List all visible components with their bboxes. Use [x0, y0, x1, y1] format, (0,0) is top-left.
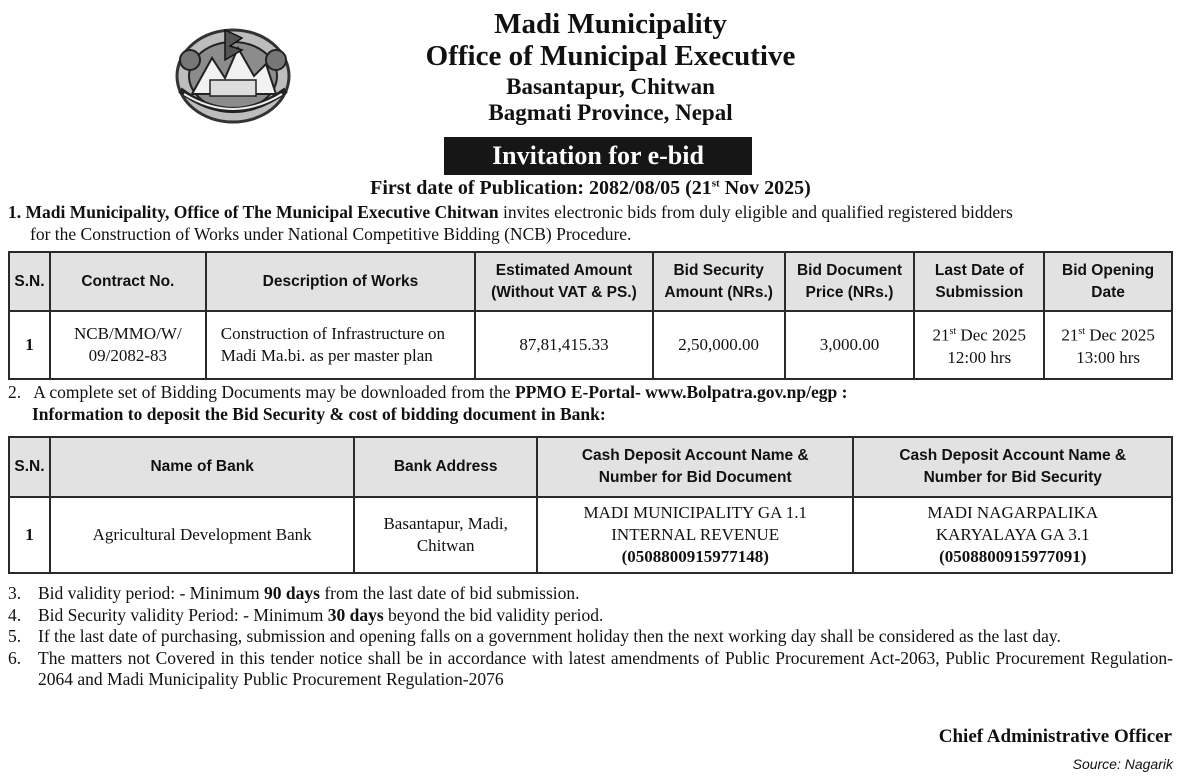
cell-doc-account: MADI MUNICIPALITY GA 1.1 INTERNAL REVENUE (0508800915977148) — [537, 497, 853, 573]
table-row — [9, 311, 1172, 379]
contract-table — [8, 251, 1173, 380]
col-bid-security: Bid Security Amount (NRs.) — [653, 252, 785, 311]
col-bid-opening-date: Bid Opening Date — [1044, 252, 1172, 311]
bidding-documents-paragraph: 2. A complete set of Bidding Documents may be downloaded from the PPMO E-Portal- www.Bolpatra.gov.np/egp : Information to deposit the Bid Security & cost of bidding document in Bank: — [8, 382, 848, 424]
cell-bank-address: Basantapur, Madi, Chitwan — [354, 497, 537, 573]
cell-contract-no: NCB/MMO/W/ 09/2082-83 — [50, 311, 206, 379]
cell-sn: 1 — [9, 497, 50, 573]
municipality-name: Madi Municipality — [494, 8, 727, 40]
cell-sn: 1 — [9, 311, 50, 379]
office-name: Office of Municipal Executive — [425, 40, 796, 72]
source-credit: Source: Nagarik — [1072, 756, 1173, 772]
cell-submission-date: 21st Dec 2025 12:00 hrs — [914, 311, 1044, 379]
col-estimated-amount: Estimated Amount (Without VAT & PS.) — [475, 252, 653, 311]
intro-paragraph: 1. Madi Municipality, Office of The Municipal Executive Chitwan invites electronic bids from duly eligible and qualified registered bidders for the Construction of Works under National Competitive Bidding (NCB) Procedure. — [8, 202, 1013, 244]
list-item: 4. Bid Security validity Period: - Minimum 30 days beyond the bid validity period. — [8, 604, 604, 625]
signatory-title: Chief Administrative Officer — [938, 726, 1172, 747]
col-bank-name: Name of Bank — [50, 437, 354, 497]
cell-estimated-amount: 87,81,415.33 — [475, 311, 653, 379]
col-sn: S.N. — [9, 437, 50, 497]
cell-bank-name: Agricultural Development Bank — [50, 497, 354, 573]
table-header-row — [9, 437, 1172, 497]
cell-description: Construction of Infrastructure on Madi Ma.bi. as per master plan — [206, 311, 475, 379]
col-bank-address: Bank Address — [354, 437, 537, 497]
bank-table — [8, 436, 1173, 574]
table-header-row — [9, 252, 1172, 311]
col-description: Description of Works — [206, 252, 475, 311]
col-doc-account: Cash Deposit Account Name & Number for Bid Document — [537, 437, 853, 497]
cell-opening-date: 21st Dec 2025 13:00 hrs — [1044, 311, 1172, 379]
list-item: 5. If the last date of purchasing, submission and opening falls on a government holiday then the next working day shall be considered as the last day. — [8, 626, 1061, 646]
cell-security-account: MADI NAGARPALIKA KARYALAYA GA 3.1 (0508800915977091) — [853, 497, 1172, 573]
col-contract-no: Contract No. — [50, 252, 206, 311]
notes-list — [8, 583, 1173, 691]
publication-date: First date of Publication: 2082/08/05 (21st Nov 2025) — [370, 177, 811, 199]
col-last-date-submission: Last Date of Submission — [914, 252, 1044, 311]
cell-bid-document-price: 3,000.00 — [785, 311, 915, 379]
col-security-account: Cash Deposit Account Name & Number for Bid Security — [853, 437, 1172, 497]
col-bid-document-price: Bid Document Price (NRs.) — [785, 252, 915, 311]
list-item: 6. The matters not Covered in this tender notice shall be in accordance with latest amendments of Public Procurement Act-2063, Public Procurement Regulation-2064 and Madi Municipality Public Procurement Regulation-2076 — [8, 647, 1173, 689]
list-item: 3. Bid validity period: - Minimum 90 days from the last date of bid submission. — [8, 583, 580, 603]
office-province: Bagmati Province, Nepal — [488, 100, 733, 125]
office-location: Basantapur, Chitwan — [506, 74, 715, 99]
col-sn: S.N. — [9, 252, 50, 311]
portal-link[interactable]: PPMO E-Portal- www.Bolpatra.gov.np/egp : — [514, 382, 848, 402]
notice-title-banner: Invitation for e-bid — [444, 137, 752, 175]
cell-bid-security: 2,50,000.00 — [653, 311, 785, 379]
table-row — [9, 497, 1172, 573]
